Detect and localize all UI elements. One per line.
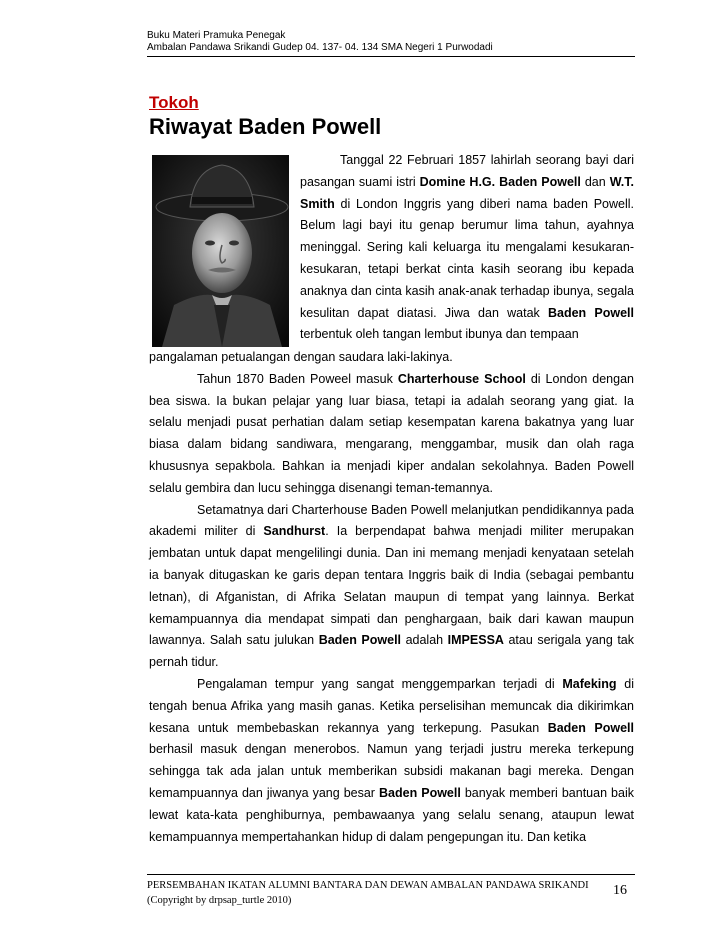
paragraph-mafeking bbox=[149, 674, 634, 848]
footer-copyright: (Copyright by drpsap_turtle 2010) bbox=[147, 895, 292, 906]
para3-text-3: adalah bbox=[401, 633, 448, 648]
header-ambalan: Ambalan Pandawa Srikandi Gudep 04. 137- 04. 134 SMA Negeri 1 Purwodadi bbox=[147, 42, 493, 53]
page-title: Riwayat Baden Powell bbox=[149, 114, 382, 139]
paragraph-sandhurst bbox=[149, 500, 634, 674]
baden-powell-name: Baden Powell bbox=[379, 785, 461, 800]
para3-text-1: Setamatnya dari Charterhouse Baden Powell melanjutkan pendidikannya pada akademi militer di bbox=[149, 502, 634, 539]
page-footer bbox=[147, 879, 635, 907]
para4-text-3: berhasil masuk dengan menerobos. Namun yang terjadi justru mereka terkepung sehingga tak ada jalan untuk memberikan subsidi makanan bagi mereka. Dengan kemampuannya dan jiwanya yang besar bbox=[149, 742, 634, 800]
school-name: Charterhouse School bbox=[397, 371, 526, 386]
header-divider bbox=[147, 56, 635, 57]
intro-paragraph bbox=[300, 150, 634, 346]
place-mafeking: Mafeking bbox=[562, 676, 617, 691]
para2-text-1: Tahun 1870 Baden Poweel masuk bbox=[197, 371, 398, 386]
para4-text-1: Pengalaman tempur yang sangat menggemparkan terjadi di bbox=[197, 676, 563, 691]
para4-text-2: di tengah benua Afrika yang masih ganas. Ketika perselisihan memuncak dia dikirimkan kesana untuk membebaskan rekannya yang terkepung. Pasukan bbox=[149, 676, 634, 735]
nickname-impessa: IMPESSA bbox=[447, 633, 504, 648]
paragraph-charterhouse bbox=[149, 369, 634, 500]
baden-powell-portrait bbox=[152, 155, 289, 347]
footer-divider bbox=[147, 874, 635, 875]
body-text bbox=[149, 347, 634, 848]
academy-name: Sandhurst bbox=[263, 524, 326, 539]
para4-text-4: banyak memberi bantuan baik lewat kata-kata penghiburnya, pembawaanya yang selalu senang, ataupun lewat kemampuannya mempertahankan hidup di dalam pengepungan itu. Dan ketika bbox=[149, 785, 634, 844]
section-label: Tokoh bbox=[149, 93, 199, 112]
running-header bbox=[147, 30, 567, 54]
baden-powell-name: Baden Powell bbox=[547, 305, 634, 320]
intro-text-1: Tanggal 22 Februari 1857 lahirlah seorang bayi dari pasangan suami istri bbox=[300, 153, 634, 189]
para3-text-2: . Ia berpendapat bahwa menjadi militer merupakan jembatan untuk dapat mengelilingi dunia. Dan ini memang menjadi kenyataan setelah ia banyak ditugaskan ke garis depan tentara Inggris baik di India (sebagai pembantu letnan), di Afganistan, di Afrika Selatan maupun di tempat yang lainnya. Berkat kemampuannya dia mendapat simpati dan penghargaan, baik dari kawan maupun lawannya. Salah satu julukan bbox=[149, 524, 634, 648]
baden-powell-name: Baden Powell bbox=[318, 633, 402, 648]
footer-credit: PERSEMBAHAN IKATAN ALUMNI BANTARA DAN DEWAN AMBALAN PANDAWA SRIKANDI bbox=[147, 880, 589, 891]
intro-text-2: dan bbox=[580, 174, 610, 189]
mother-name: W.T. Smith bbox=[300, 174, 634, 211]
header-book-title: Buku Materi Pramuka Penegak bbox=[147, 30, 286, 41]
para2-text-2: di London dengan bea siswa. Ia bukan pelajar yang luar biasa, tetapi ia adalah seorang yang giat. Ia selalu menjadi pusat perhatian dalam setiap kesempatan karena bakatnya yang luar biasa dalam bidang sandiwara, mengarang, menggambar, musik dan olah raga khususnya sepakbola. Bahkan ia menjadi kiper andalan sekolahnya. Baden Powell selalu gembira dan lucu sehingga disenangi teman-temannya. bbox=[149, 371, 634, 495]
para3-text-4: atau serigala yang tak pernah tidur. bbox=[149, 633, 635, 670]
intro-continuation: pangalaman petualangan dengan saudara laki-lakinya. bbox=[149, 350, 453, 364]
father-name: Domine H.G. Baden Powell bbox=[419, 174, 581, 189]
intro-text-3: di London Inggris yang diberi nama baden Powell. Belum lagi bayi itu genap berumur lima tahun, ayahnya meninggal. Sering kali keluarga itu mengalami kesukaran-kesukaran, tetapi berkat cinta kasih seorang ibu kepada anaknya dan cinta kasih anak-anak terhadap ibunya, segala kesulitan dapat diatasi. Jiwa dan watak bbox=[300, 196, 634, 320]
intro-text-4: terbentuk oleh tangan lembut ibunya dan tempaan bbox=[300, 327, 579, 342]
baden-powell-name: Baden Powell bbox=[547, 720, 634, 735]
page-number: 16 bbox=[613, 883, 627, 898]
